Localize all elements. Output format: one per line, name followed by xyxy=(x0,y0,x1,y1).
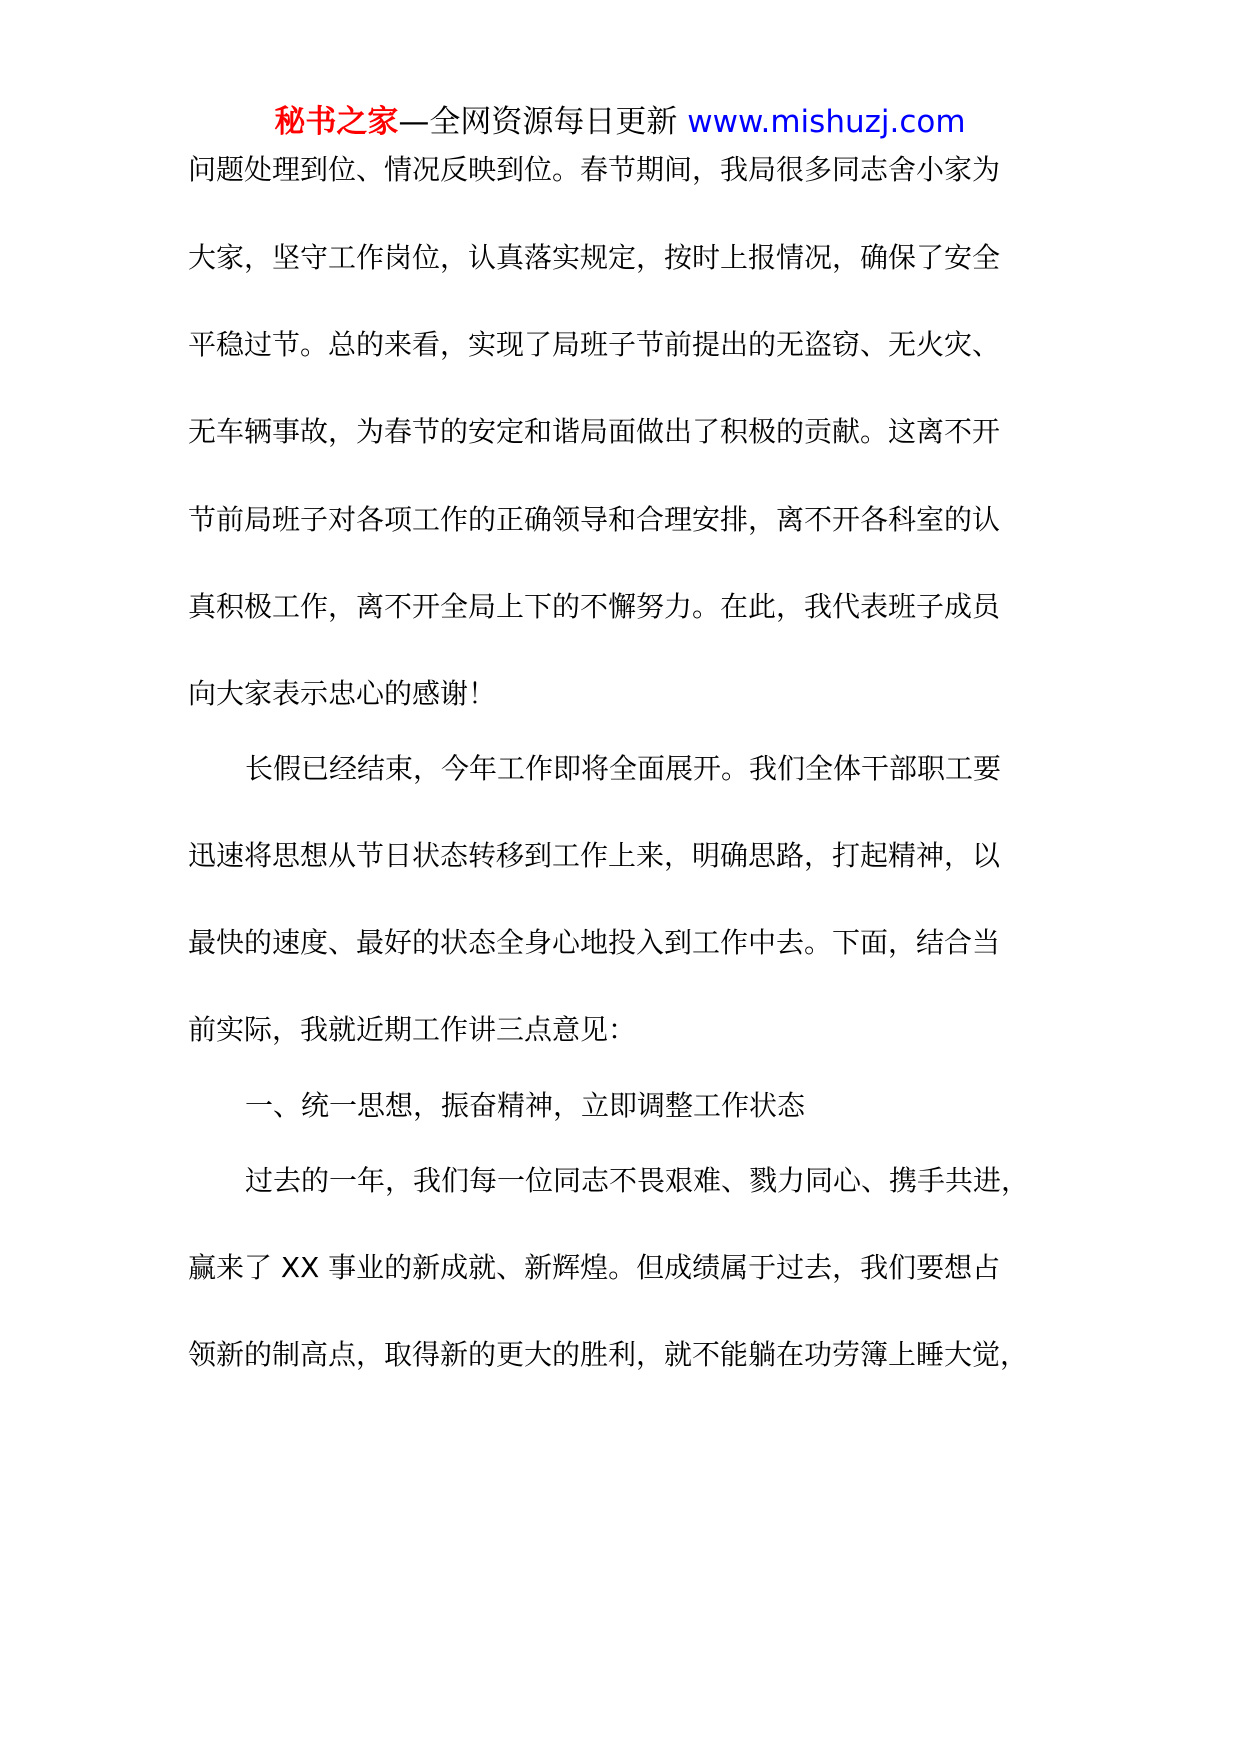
body-line: 向大家表示忠心的感谢！ xyxy=(188,677,497,710)
body-line: 前实际，我就近期工作讲三点意见： xyxy=(188,1013,637,1046)
paragraph-first-line: 过去的一年，我们每一位同志不畏艰难、戮力同心、携手共进， xyxy=(245,1164,1030,1197)
body-line: 迅速将思想从节日状态转移到工作上来，明确思路，打起精神，以 xyxy=(188,839,1001,872)
brand-name: 秘书之家 xyxy=(274,104,399,140)
body-line: 无车辆事故，为春节的安定和谐局面做出了积极的贡献。这离不开 xyxy=(188,415,1001,448)
body-line: 赢来了 XX 事业的新成就、新辉煌。但成绩属于过去，我们要想占 xyxy=(188,1251,1001,1284)
body-line: 大家，坚守工作岗位，认真落实规定，按时上报情况，确保了安全 xyxy=(188,241,1001,274)
header-slogan: —全网资源每日更新 xyxy=(398,104,688,140)
body-line: 最快的速度、最好的状态全身心地投入到工作中去。下面，结合当 xyxy=(188,926,1001,959)
site-header xyxy=(0,102,1240,142)
body-line: 问题处理到位、情况反映到位。春节期间，我局很多同志舍小家为 xyxy=(188,153,1001,186)
body-line: 平稳过节。总的来看，实现了局班子节前提出的无盗窃、无火灾、 xyxy=(188,328,1001,361)
section-heading: 一、统一思想，振奋精神，立即调整工作状态 xyxy=(245,1089,806,1122)
body-line: 真积极工作，离不开全局上下的不懈努力。在此，我代表班子成员 xyxy=(188,590,1001,623)
paragraph-first-line: 长假已经结束，今年工作即将全面展开。我们全体干部职工要 xyxy=(245,752,1002,785)
body-line: 领新的制高点，取得新的更大的胜利，就不能躺在功劳簿上睡大觉， xyxy=(188,1338,1029,1371)
site-url-link[interactable]: www.mishuzj.com xyxy=(687,104,966,140)
body-line: 节前局班子对各项工作的正确领导和合理安排，离不开各科室的认 xyxy=(188,503,1001,536)
